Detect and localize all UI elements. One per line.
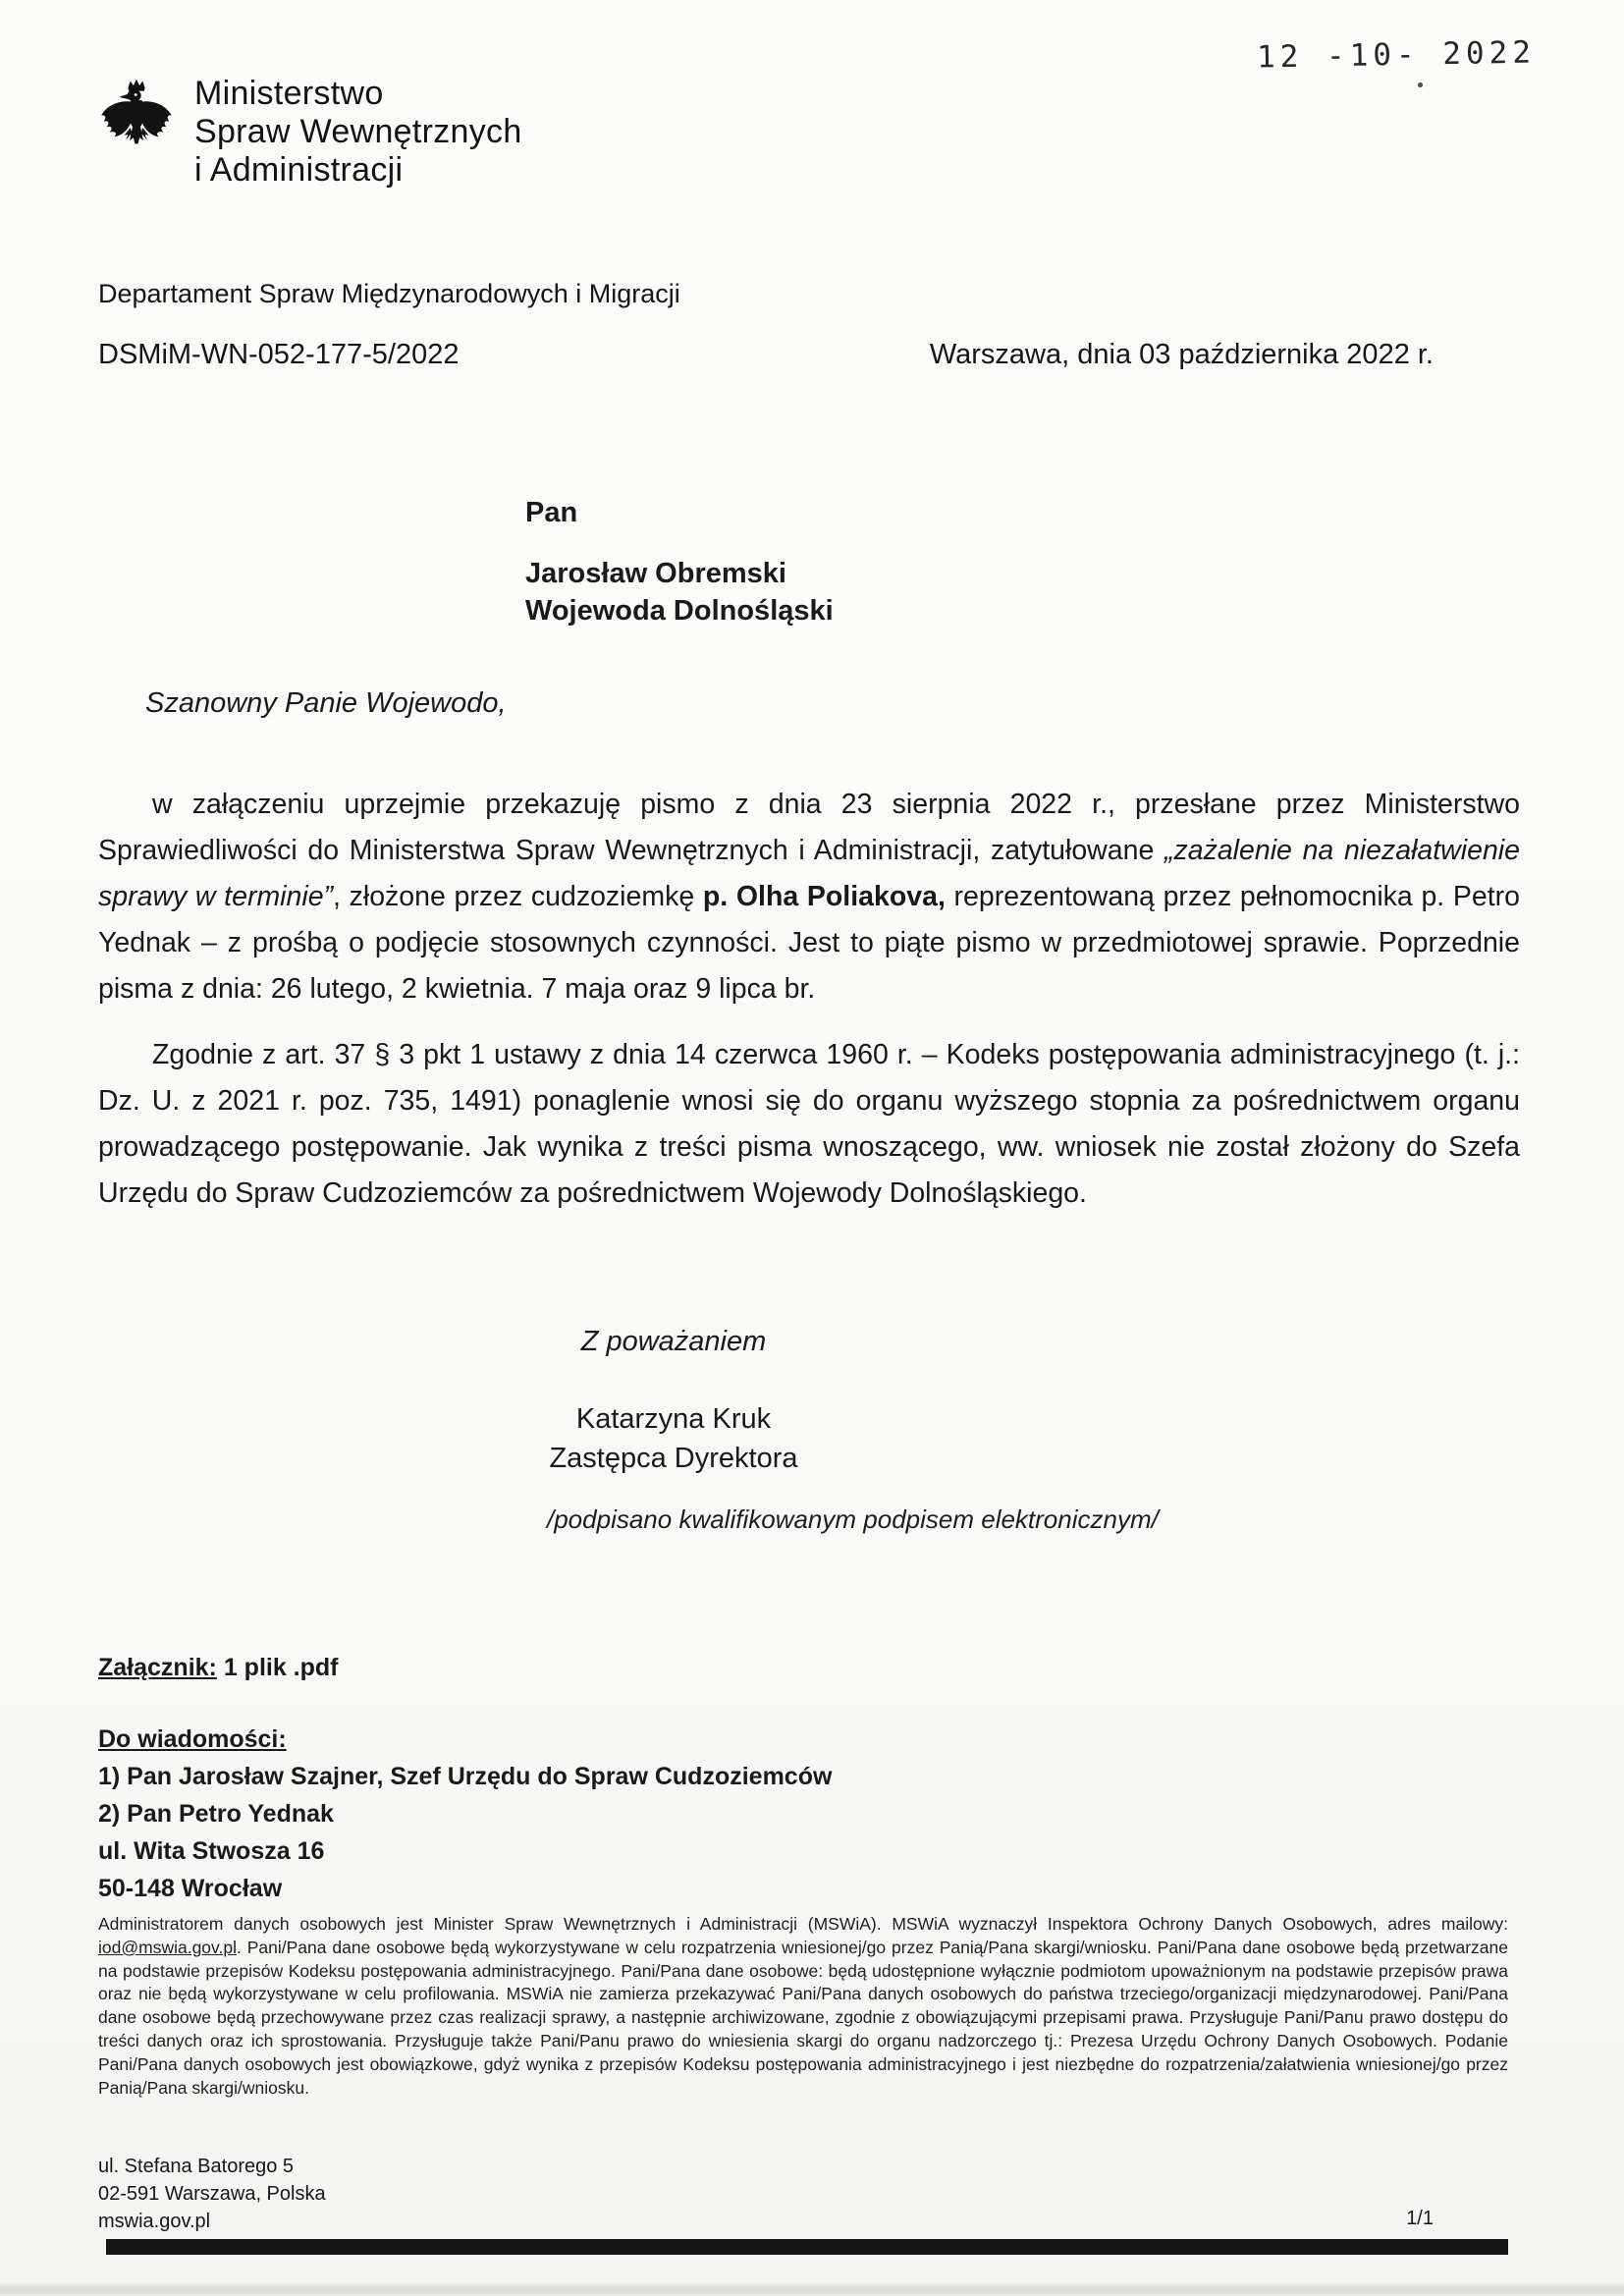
closing-phrase: Z poważaniem [580, 1326, 767, 1357]
letter-body [98, 782, 1520, 1236]
paragraph1-text-3: reprezentowaną przez pełnomocnika p. Petro Yednak – z prośbą o podjęcie stosownych czynności. Jest to piąte pismo w przedmiotowej sprawie. Poprzednie pisma z dnia: 26 lutego, 2 kwietnia. 7 maja oraz 9 lipca br. [98, 881, 1520, 1005]
recipient-salutation: Pan [525, 497, 578, 528]
received-date-stamp: 12 -10- 2022 [1256, 34, 1537, 76]
attachment-label: Załącznik: [98, 1654, 217, 1681]
stamp-dot-mark [1418, 82, 1423, 87]
polish-eagle-emblem-icon [98, 75, 175, 167]
reference-row [98, 339, 1434, 371]
signer-title: Zastępca Dyrektora [549, 1443, 798, 1474]
recipient-name: Jarosław Obremski [525, 558, 786, 589]
recipient-name-block [525, 555, 834, 629]
attachment-value: 1 plik .pdf [216, 1654, 339, 1681]
signature-block [373, 1326, 974, 1478]
place-and-date: Warszawa, dnia 03 października 2022 r. [929, 339, 1434, 370]
electronic-signature-note: /podpisano kwalifikowanym podpisem elektronicznym/ [547, 1504, 1159, 1534]
recipient-title: Wojewoda Dolnośląski [525, 595, 834, 627]
privacy-text-1: Administratorem danych osobowych jest Minister Spraw Wewnętrznych i Administracji (MSWiA). MSWiA wyznaczył Inspektora Ochrony Danych Osobowych, adres mailowy: [98, 1914, 1508, 1934]
letterhead [98, 75, 522, 190]
body-paragraph-1 [98, 782, 1520, 1012]
cc-heading: Do wiadomości: [98, 1725, 287, 1753]
paragraph1-text-2: , złożone przez cudzoziemkę [333, 881, 703, 912]
ministry-name-line3: i Administracji [194, 151, 404, 189]
footer-street: ul. Stefana Batorego 5 [98, 2156, 295, 2177]
recipient-block [525, 494, 834, 629]
paragraph1-person-name: p. Olha Poliakova, [702, 881, 946, 912]
cc-item-2: 2) Pan Petro Yednak [98, 1800, 334, 1828]
cc-item-1: 1) Pan Jarosław Szajner, Szef Urzędu do Spraw Cudzoziemców [98, 1763, 833, 1790]
cc-item-4: 50-148 Wrocław [98, 1875, 283, 1902]
body-paragraph-2: Zgodnie z art. 37 § 3 pkt 1 ustawy z dnia 14 czerwca 1960 r. – Kodeks postępowania administracyjnego (t. j.: Dz. U. z 2021 r. poz. 735, 1491) ponaglenie wnosi się do organu wyższego stopnia za pośrednictwem organu prowadzącego postępowanie. Jak wynika z treści pisma wnoszącego, ww. wniosek nie został złożony do Szefa Urzędu do Spraw Cudzoziemców za pośrednictwem Wojewody Dolnośląskiego. [98, 1039, 1520, 1209]
greeting-line: Szanowny Panie Wojewodo, [145, 687, 507, 719]
page-number: 1/1 [1406, 2208, 1434, 2229]
footer-city: 02-591 Warszawa, Polska [98, 2183, 326, 2205]
paragraph1-quoted-title: „zażalenie na niezałatwienie sprawy w terminie” [98, 835, 1520, 912]
privacy-text-2: . Pani/Pana dane osobowe będą wykorzystywane w celu rozpatrzenia wniesionej/go przez Panią/Pana skargi/wniosku. Pani/Pana dane osobowe będą przetwarzane na podstawie przepisów Kodeksu postępowania administracyjnego. Pani/Pana dane osobowe: będą udostępnione wyłącznie podmiotom upoważnionym na podstawie przepisów prawa oraz nie będą wykorzystywane w celu profilowania. MSWiA nie zamierza przekazywać Pani/Pana danych osobowych do państwa trzeciego/organizacji międzynarodowej. Pani/Pana dane osobowe będą przechowywane przez czas realizacji sprawy, a następnie archiwizowane, zgodnie z obowiązującymi przepisami prawa. Przysługuje Pani/Panu prawo dostępu do treści danych oraz ich sprostowania. Przysługuje także Pani/Panu prawo do wniesienia skargi do organu nadzorczego tj.: Prezesa Urzędu Ochrony Danych Osobowych. Podanie Pani/Pana danych osobowych jest obowiązkowe, gdyż wynika z przepisów Kodeksu postępowania administracyjnego i jest niezbędne do rozpatrzenia/załatwienia wniesionej/go przez Panią/Pana skargi/wniosku. [98, 1937, 1508, 2098]
ministry-name [194, 75, 522, 190]
cc-block [98, 1721, 832, 1907]
cc-item-3: ul. Wita Stwosza 16 [98, 1837, 325, 1865]
department-name: Departament Spraw Międzynarodowych i Migracji [98, 279, 680, 308]
ministry-name-line1: Ministerstwo [194, 75, 384, 112]
paragraph1-text: w załączeniu uprzejmie przekazuję pismo z dnia 23 sierpnia 2022 r., przesłane przez Ministerstwo Sprawiedliwości do Ministerstwa Spraw Wewnętrznych i Administracji, zatytułowane [98, 789, 1520, 866]
signer-name: Katarzyna Kruk [575, 1403, 772, 1435]
scan-bottom-edge [0, 2282, 1624, 2296]
footer-address [98, 2153, 326, 2235]
ministry-name-line2: Spraw Wewnętrznych [194, 113, 522, 150]
privacy-notice [98, 1913, 1508, 2100]
privacy-email: iod@mswia.gov.pl [98, 1937, 237, 1957]
attachment-line [98, 1654, 339, 1682]
footer-website: mswia.gov.pl [98, 2211, 211, 2232]
reference-number: DSMiM-WN-052-177-5/2022 [98, 339, 460, 370]
footer-black-bar [106, 2239, 1508, 2255]
signer-name-title [373, 1399, 974, 1478]
